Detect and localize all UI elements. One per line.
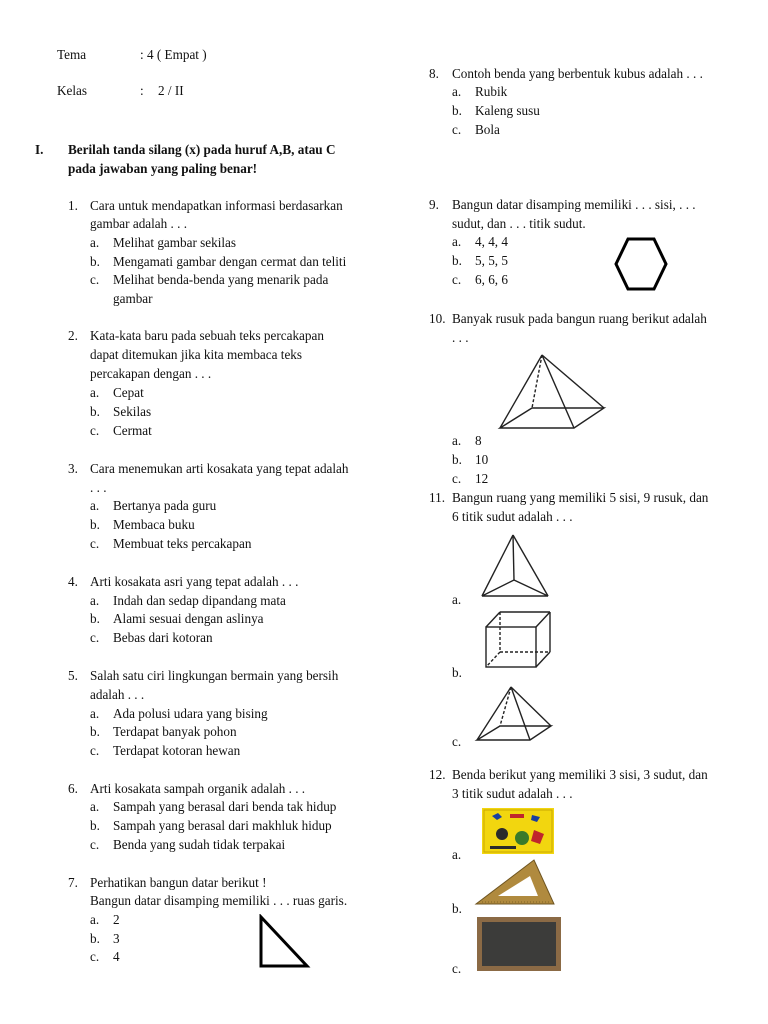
question-7-option-c-label[interactable]: c. [90, 949, 100, 964]
question-10-option-a-text[interactable]: 8 [475, 433, 482, 448]
question-3-option-b-text[interactable]: Membaca buku [113, 517, 195, 532]
question-4-option-a-label[interactable]: a. [90, 593, 100, 608]
question-2-option-b-label[interactable]: b. [90, 404, 100, 419]
question-7-option-b-text[interactable]: 3 [113, 931, 120, 946]
square-pyramid-figure [496, 352, 608, 432]
question-2-text-line-1: Kata-kata baru pada sebuah teks percakapan [90, 328, 324, 343]
question-5-option-b-label[interactable]: b. [90, 724, 100, 739]
question-3-text-line-2: . . . [90, 480, 107, 495]
question-12-text-line-2: 3 titik sudut adalah . . . [452, 786, 573, 801]
question-5-option-c-label[interactable]: c. [90, 743, 100, 758]
question-12-option-a-label[interactable]: a. [452, 847, 462, 862]
question-10-text-line-2: . . . [452, 330, 469, 345]
question-5-option-c-text[interactable]: Terdapat kotoran hewan [113, 743, 241, 758]
question-3-option-a-label[interactable]: a. [90, 498, 100, 513]
question-1-option-c-text-line-2[interactable]: gambar [113, 291, 153, 306]
question-12-number: 12. [429, 767, 446, 782]
hexagon-figure [613, 236, 669, 292]
question-1-text-line-2: gambar adalah . . . [90, 216, 188, 231]
question-9-number: 9. [429, 197, 439, 212]
question-6-option-b-label[interactable]: b. [90, 818, 100, 833]
question-6-option-b-text[interactable]: Sampah yang berasal dari makhluk hidup [113, 818, 332, 833]
question-7-text-line-2: Bangun datar disamping memiliki . . . ruas garis. [90, 893, 348, 908]
question-9-option-c-text[interactable]: 6, 6, 6 [475, 272, 508, 287]
section-instruction-line-2: pada jawaban yang paling benar! [68, 161, 258, 176]
kelas-value: 2 / II [158, 83, 184, 98]
question-10-option-c-text[interactable]: 12 [475, 471, 489, 486]
set-square-triangle-image[interactable] [474, 858, 556, 906]
question-3-option-c-label[interactable]: c. [90, 536, 100, 551]
question-7-option-a-text[interactable]: 2 [113, 912, 120, 927]
triangular-pyramid-figure[interactable] [478, 532, 552, 602]
question-6-option-a-label[interactable]: a. [90, 799, 100, 814]
question-8-option-b-label[interactable]: b. [452, 103, 462, 118]
question-3-option-c-text[interactable]: Membuat teks percakapan [113, 536, 252, 551]
square-pyramid-option-figure[interactable] [474, 684, 554, 744]
question-4-number: 4. [68, 574, 78, 589]
question-1-option-c-text-line-1[interactable]: Melihat benda-benda yang menarik pada [113, 272, 329, 287]
question-1-option-a-text[interactable]: Melihat gambar sekilas [113, 235, 237, 250]
question-12-option-c-label[interactable]: c. [452, 961, 462, 976]
question-9-option-b-label[interactable]: b. [452, 253, 462, 268]
kelas-colon: : [140, 83, 144, 98]
question-10-option-a-label[interactable]: a. [452, 433, 462, 448]
question-2-text-line-3: percakapan dengan . . . [90, 366, 212, 381]
tema-label: Tema [57, 47, 87, 62]
question-4-option-c-text[interactable]: Bebas dari kotoran [113, 630, 213, 645]
question-5-option-a-label[interactable]: a. [90, 706, 100, 721]
question-5-text-line-2: adalah . . . [90, 687, 145, 702]
question-3-option-a-text[interactable]: Bertanya pada guru [113, 498, 217, 513]
question-8-option-a-label[interactable]: a. [452, 84, 462, 99]
question-8-number: 8. [429, 66, 439, 81]
kelas-label: Kelas [57, 83, 88, 98]
question-11-text-line-1: Bangun ruang yang memiliki 5 sisi, 9 rusuk, dan [452, 490, 709, 505]
question-4-option-b-text[interactable]: Alami sesuai dengan aslinya [113, 611, 264, 626]
question-10-option-c-label[interactable]: c. [452, 471, 462, 486]
question-6-option-c-text[interactable]: Benda yang sudah tidak terpakai [113, 837, 286, 852]
question-8-option-a-text[interactable]: Rubik [475, 84, 508, 99]
question-5-option-b-text[interactable]: Terdapat banyak pohon [113, 724, 237, 739]
question-3-text-line-1: Cara menemukan arti kosakata yang tepat adalah [90, 461, 349, 476]
question-12-option-b-label[interactable]: b. [452, 901, 462, 916]
question-5-number: 5. [68, 668, 78, 683]
question-7-number: 7. [68, 875, 78, 890]
question-11-number: 11. [429, 490, 445, 505]
question-7-text-line-1: Perhatikan bangun datar berikut ! [90, 875, 267, 890]
question-4-text-line-1: Arti kosakata asri yang tepat adalah . . . [90, 574, 299, 589]
question-5-text-line-1: Salah satu ciri lingkungan bermain yang bersih [90, 668, 339, 683]
question-1-text-line-1: Cara untuk mendapatkan informasi berdasarkan [90, 198, 343, 213]
question-11-option-c-label[interactable]: c. [452, 734, 462, 749]
section-number: I. [35, 142, 44, 157]
question-4-option-a-text[interactable]: Indah dan sedap dipandang mata [113, 593, 286, 608]
question-2-option-c-label[interactable]: c. [90, 423, 100, 438]
right-triangle-figure [257, 914, 311, 970]
question-10-option-b-label[interactable]: b. [452, 452, 462, 467]
question-9-option-a-label[interactable]: a. [452, 234, 462, 249]
question-3-option-b-label[interactable]: b. [90, 517, 100, 532]
question-6-option-a-text[interactable]: Sampah yang berasal dari benda tak hidup [113, 799, 337, 814]
question-1-option-c-label[interactable]: c. [90, 272, 100, 287]
question-7-option-c-text[interactable]: 4 [113, 949, 120, 964]
question-9-option-c-label[interactable]: c. [452, 272, 462, 287]
tema-value: : 4 ( Empat ) [140, 47, 207, 62]
question-2-option-a-text[interactable]: Cepat [113, 385, 144, 400]
question-5-option-a-text[interactable]: Ada polusi udara yang bising [113, 706, 268, 721]
question-10-option-b-text[interactable]: 10 [475, 452, 489, 467]
question-8-text-line-1: Contoh benda yang berbentuk kubus adalah . . . [452, 66, 703, 81]
question-2-option-b-text[interactable]: Sekilas [113, 404, 152, 419]
question-10-text-line-1: Banyak rusuk pada bangun ruang berikut adalah [452, 311, 707, 326]
question-2-option-c-text[interactable]: Cermat [113, 423, 152, 438]
question-10-number: 10. [429, 311, 446, 326]
section-instruction-line-1: Berilah tanda silang (x) pada huruf A,B, atau C [68, 142, 336, 157]
question-6-option-c-label[interactable]: c. [90, 837, 100, 852]
question-9-option-b-text[interactable]: 5, 5, 5 [475, 253, 508, 268]
question-1-option-a-label[interactable]: a. [90, 235, 100, 250]
question-8-option-c-text[interactable]: Bola [475, 122, 500, 137]
question-9-text-line-2: sudut, dan . . . titik sudut. [452, 216, 586, 231]
question-8-option-c-label[interactable]: c. [452, 122, 462, 137]
question-8-option-b-text[interactable]: Kaleng susu [475, 103, 540, 118]
question-2-text-line-2: dapat ditemukan jika kita membaca teks [90, 347, 303, 362]
question-9-option-a-text[interactable]: 4, 4, 4 [475, 234, 508, 249]
question-6-text-line-1: Arti kosakata sampah organik adalah . . . [90, 781, 306, 796]
question-2-option-a-label[interactable]: a. [90, 385, 100, 400]
question-1-option-b-label[interactable]: b. [90, 254, 100, 269]
question-3-number: 3. [68, 461, 78, 476]
yellow-book-image[interactable] [482, 808, 554, 854]
question-9-text-line-1: Bangun datar disamping memiliki . . . sisi, . . . [452, 197, 696, 212]
question-12-text-line-1: Benda berikut yang memiliki 3 sisi, 3 sudut, dan [452, 767, 708, 782]
question-4-option-c-label[interactable]: c. [90, 630, 100, 645]
blackboard-image[interactable] [477, 917, 561, 971]
question-7-option-b-label[interactable]: b. [90, 931, 100, 946]
question-11-text-line-2: 6 titik sudut adalah . . . [452, 509, 573, 524]
question-1-number: 1. [68, 198, 78, 213]
question-2-number: 2. [68, 328, 78, 343]
question-6-number: 6. [68, 781, 78, 796]
question-4-option-b-label[interactable]: b. [90, 611, 100, 626]
question-7-option-a-label[interactable]: a. [90, 912, 100, 927]
question-11-option-a-label[interactable]: a. [452, 592, 462, 607]
triangular-prism-figure[interactable] [482, 609, 554, 671]
question-11-option-b-label[interactable]: b. [452, 665, 462, 680]
question-1-option-b-text[interactable]: Mengamati gambar dengan cermat dan teliti [113, 254, 347, 269]
